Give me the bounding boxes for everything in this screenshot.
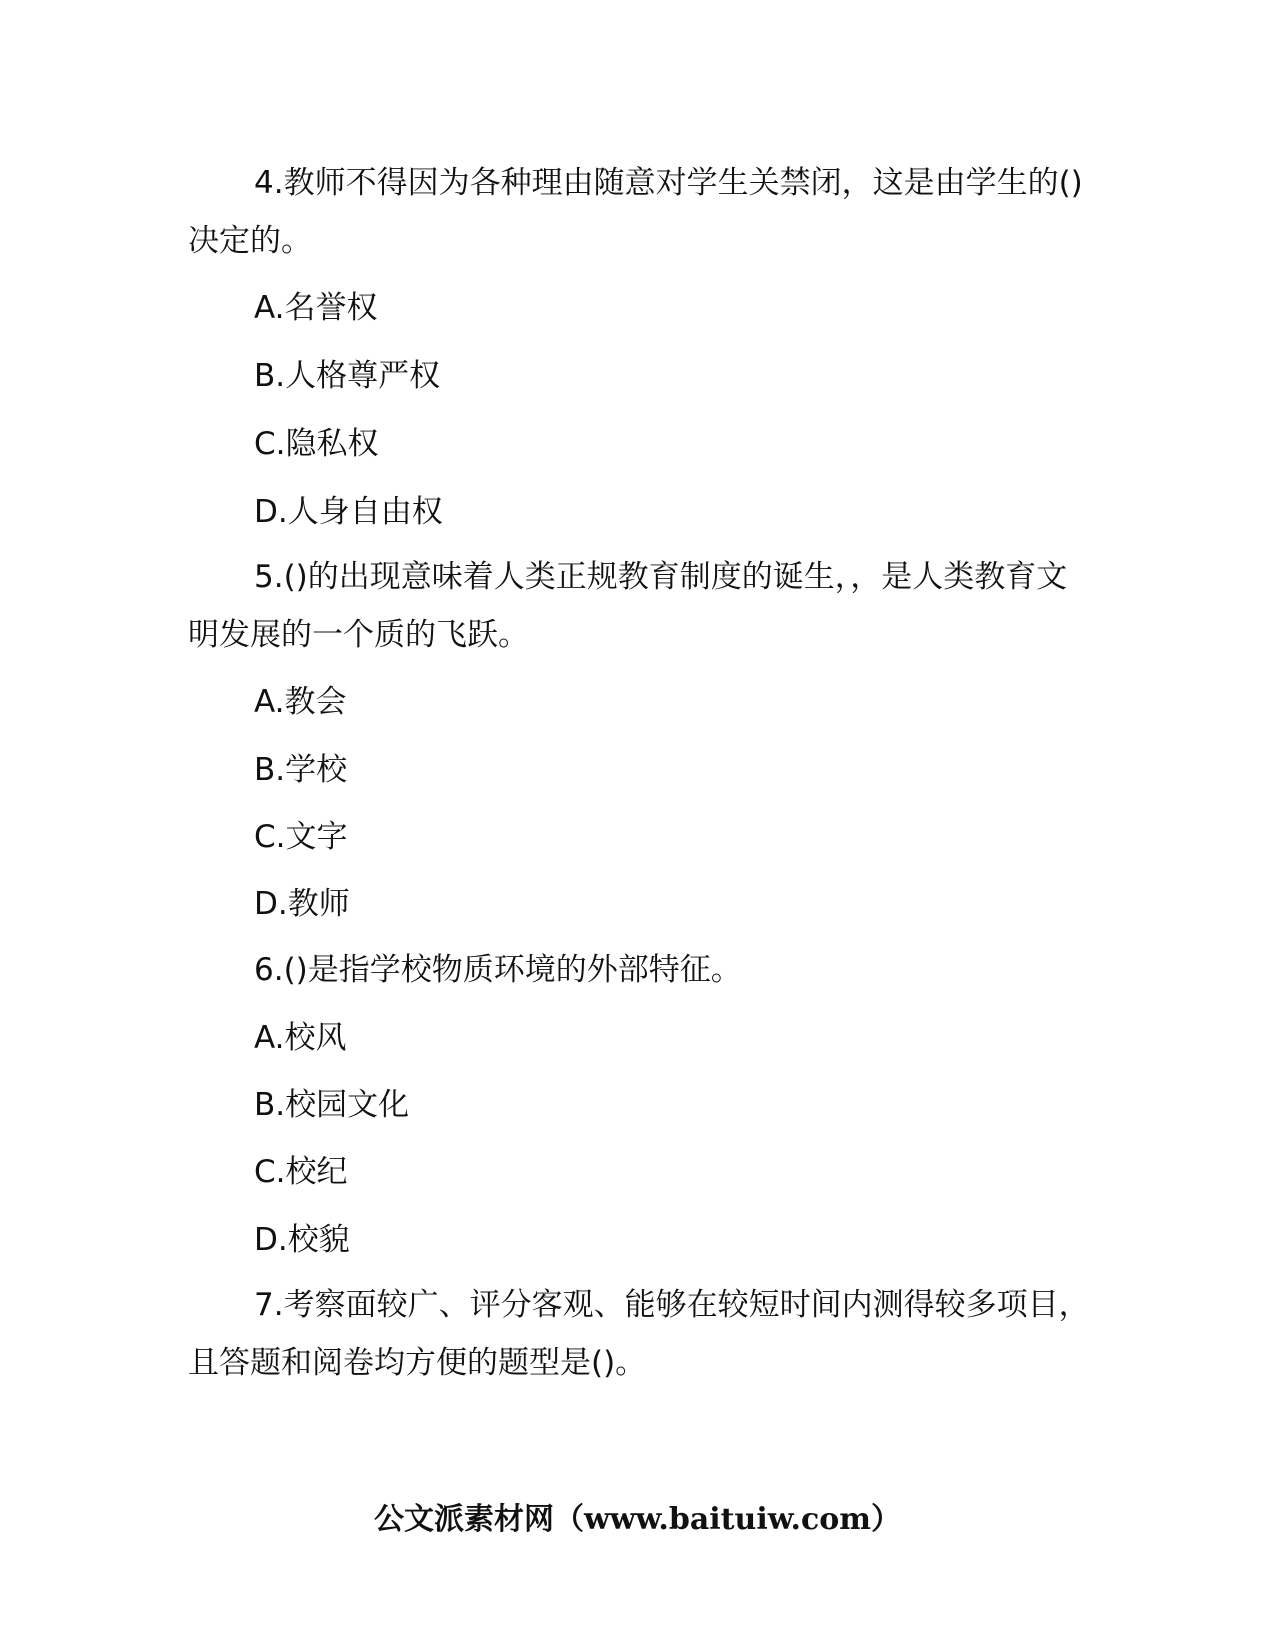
question-6-option-a: A.校风 (254, 1020, 347, 1056)
question-6-option-c: C.校纪 (254, 1154, 348, 1190)
question-5-option-c: C.文字 (254, 819, 348, 855)
question-4-option-c: C.隐私权 (254, 426, 379, 462)
question-4-option-a: A.名誉权 (254, 290, 378, 326)
question-7-stem: 7.考察面较广、评分客观、能够在较短时间内测得较多项目，且答题和阅卷均方便的题型是()。 (188, 1287, 1090, 1381)
question-5-stem: 5.()的出现意味着人类正规教育制度的诞生，，是人类教育文明发展的一个质的飞跃。 (188, 559, 1068, 653)
question-4-option-b: B.人格尊严权 (254, 358, 441, 394)
question-5-option-d: D.教师 (254, 886, 350, 922)
question-5-option-b: B.学校 (254, 752, 348, 788)
question-5-option-a: A.教会 (254, 684, 347, 720)
question-4-option-d: D.人身自由权 (254, 494, 443, 530)
question-6-option-b: B.校园文化 (254, 1087, 410, 1123)
question-6-option-d: D.校貌 (254, 1222, 350, 1258)
question-6-stem: 6.()是指学校物质环境的外部特征。 (254, 952, 742, 988)
footer-source-text: 公文派素材网（www.baituiw.com） (373, 1502, 902, 1537)
question-4-stem: 4.教师不得因为各种理由随意对学生关禁闭，这是由学生的()决定的。 (188, 165, 1083, 259)
